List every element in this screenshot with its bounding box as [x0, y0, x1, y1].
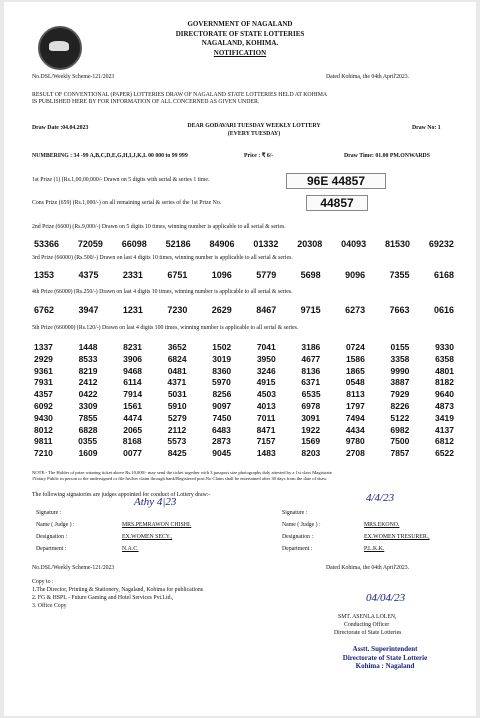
- stamp-line1: Asstt. Superintendent: [352, 645, 418, 653]
- prize5-number: 5573: [167, 436, 187, 447]
- prize5-number: 8012: [34, 424, 53, 435]
- prize5-number: 8226: [390, 401, 410, 411]
- officer-name: SMT. ASENLA LOLEN,: [338, 614, 397, 620]
- prize5-number: 6982: [390, 424, 410, 435]
- footer-dated: Dated Kohima, the 04th April'2023.: [326, 565, 410, 571]
- stamp-line3: Kohima : Nagaland: [355, 662, 415, 670]
- notification-page: [4, 2, 476, 716]
- prize5-number: 4013: [256, 401, 276, 411]
- prize2-number: 69232: [428, 239, 454, 249]
- prize3-number: 6168: [433, 270, 454, 280]
- prize5-number: 8231: [123, 342, 143, 352]
- prize5-number: 5910: [167, 401, 187, 411]
- prize5-number: 0155: [390, 342, 410, 352]
- prize3-number: 4375: [78, 270, 99, 280]
- judge1-department: N.A.C.: [122, 546, 139, 552]
- copy-item-3: 3. Office Copy: [32, 603, 67, 609]
- prize5-number: 3419: [435, 412, 454, 423]
- prize5-text: 5th Prize (660000) (Rs.120/-) Drawn on last 4 digits 100 times, winning number is applicable to all serial & series.: [32, 325, 299, 331]
- prize5-number: 5279: [167, 412, 187, 423]
- prize5-number: 6114: [123, 377, 142, 388]
- prize5-number: 3309: [78, 401, 98, 411]
- cons-prize-number: 44857: [306, 195, 368, 211]
- prize1-text: 1st Prize (1) (Rs.1,00,00,000/- Drawn on 5 digits with serial & series 1 time.: [32, 177, 210, 183]
- copy-item-2: 2. FG & HSPL - Future Gaming and Hotel Services Pvt.Ltd.,: [32, 595, 174, 601]
- draw-time: Draw Time: 01.00 PM.ONWARDS: [344, 153, 430, 159]
- prize5-number: 9780: [345, 436, 365, 447]
- prize1-number: 96E 44857: [286, 173, 386, 189]
- prize5-number: 1865: [345, 365, 365, 376]
- result-text-1: RESULT OF CONVENTIONAL (PAPER) LOTTERIES DRAW OF NAGALAND STATE LOTTERIES HELD AT KOHIMA: [32, 92, 328, 98]
- prize5-number: 6535: [301, 389, 321, 400]
- lottery-subtitle: (EVERY TUESDAY): [227, 131, 281, 137]
- prize5-number: 5970: [211, 377, 231, 388]
- numbering: NUMBERING : 34 -99 A,B,C,D,E,G,H,I,J,K,L 00 000 to 99 999: [32, 153, 188, 159]
- judge2-designation: EX.WOMEN TRESURER.,: [364, 534, 430, 540]
- prize4-number: 2629: [211, 305, 232, 315]
- prize5-number: 4873: [435, 401, 454, 411]
- prize5-number: 4434: [345, 424, 365, 435]
- reference-number: No.DSL/Weekly Scheme-121/2023: [32, 74, 115, 80]
- prize2-number: 52186: [165, 239, 191, 249]
- prize5-row: [34, 377, 454, 387]
- prize5-number: 8219: [78, 365, 98, 376]
- prize5-number: 6812: [435, 436, 454, 447]
- prize5-row: [34, 413, 454, 423]
- prize5-number: 8471: [256, 424, 276, 435]
- prize5-number: 1609: [78, 448, 98, 459]
- prize5-row: [34, 366, 454, 376]
- prize5-number: 3652: [167, 342, 187, 352]
- judge1-signature-icon: Athy 4|23: [134, 496, 177, 508]
- note-line1: NOTE:- The Holder of prize winning ticket above Rs.10,000/- may send the ticket together with 3 passport size photographs duly attested by a 1st class Magistrate: [32, 470, 332, 475]
- prize5-row: [34, 436, 454, 446]
- prize5-number: 1561: [123, 401, 143, 411]
- prize5-number: 0724: [345, 342, 365, 352]
- prize5-number: 7157: [256, 436, 276, 447]
- prize5-number: 1797: [345, 401, 365, 411]
- prize5-number: 2708: [345, 448, 365, 459]
- prize5-number: 8136: [301, 365, 321, 376]
- prize5-number: 1922: [301, 424, 321, 435]
- prize5-number: 4474: [123, 412, 143, 423]
- prize5-number: 7041: [256, 342, 276, 352]
- prize5-number: 4137: [435, 424, 454, 435]
- prize4-number: 7663: [389, 305, 410, 315]
- prize5-number: 3950: [256, 353, 276, 364]
- prize5-number: 3019: [212, 353, 232, 364]
- prize5-number: 4677: [301, 353, 321, 364]
- prize5-number: 1586: [345, 353, 365, 364]
- prize2-number: 20308: [297, 239, 323, 249]
- prize4-numbers: [34, 305, 454, 315]
- dated: Dated Kohima, the 04th April'2023.: [326, 74, 410, 80]
- prize5-number: 1569: [301, 436, 321, 447]
- prize5-number: 7500: [390, 436, 410, 447]
- prize5-number: 3906: [123, 353, 143, 364]
- prize2-number: 72059: [77, 239, 103, 249]
- prize5-number: 6978: [301, 401, 321, 411]
- prize4-number: 8467: [256, 305, 277, 315]
- prize5-number: 4357: [34, 389, 53, 400]
- prize2-number: 66098: [121, 239, 147, 249]
- prize3-number: 9096: [345, 270, 366, 280]
- judge2-department: P.L.K.K.: [364, 546, 385, 552]
- prize3-number: 1353: [34, 270, 55, 280]
- prize3-numbers: [34, 270, 454, 280]
- prize2-text: 2nd Prize (6600) (Rs.9,000/-) Drawn on 5 digits 10 times, winning number is applicable to all serial & series.: [32, 224, 286, 230]
- footer-reference: No.DSL/Weekly Scheme-121/2023: [32, 565, 115, 571]
- prize5-number: 5031: [167, 389, 187, 400]
- prize3-number: 5698: [300, 270, 321, 280]
- prize5-number: 8256: [212, 389, 232, 400]
- prize5-number: 3246: [256, 365, 276, 376]
- prize5-number: 6483: [211, 424, 231, 435]
- prize4-number: 3947: [78, 305, 99, 315]
- prize2-number: 53366: [34, 239, 60, 249]
- prize5-number: 0422: [78, 389, 98, 400]
- prize4-number: 7230: [167, 305, 188, 315]
- judge1-signature-label: Signature :: [36, 510, 62, 516]
- prize3-number: 6751: [167, 270, 188, 280]
- judge2-signature-label: Signature :: [282, 510, 308, 516]
- header: [4, 20, 476, 58]
- prize5-number: 9468: [123, 365, 143, 376]
- prize2-number: 04093: [341, 239, 367, 249]
- prize5-number: 0077: [123, 448, 143, 459]
- prize5-number: 1502: [212, 342, 232, 352]
- prize5-number: 7931: [34, 377, 53, 388]
- result-text-2: IS PUBLISHED HERE BY FOR INFORMATION OF ALL CONCERNED AS GIVEN UNDER.: [32, 99, 260, 105]
- prize5-number: 7450: [212, 412, 232, 423]
- prize5-number: 3887: [390, 377, 410, 388]
- judge2-department-label: Department :: [282, 546, 313, 552]
- judge1-name-label: Name ( Judge ) :: [36, 522, 75, 528]
- prize3-number: 2331: [122, 270, 143, 280]
- prize5-number: 7011: [257, 412, 276, 423]
- prize5-number: 9640: [435, 389, 454, 400]
- prize4-number: 1231: [122, 305, 143, 315]
- header-line2: DIRECTORATE OF STATE LOTTERIES: [175, 29, 305, 38]
- prize5-number: 7210: [34, 448, 53, 459]
- prize5-number: 7914: [123, 389, 143, 400]
- prize5-number: 0355: [78, 436, 98, 447]
- prize5-number: 1448: [78, 342, 98, 352]
- prize5-number: 4801: [435, 365, 454, 376]
- prize5-number: 9330: [435, 342, 454, 352]
- judge1-designation: EX.WOMEN SECY.,: [122, 534, 173, 540]
- officer-department: Directorate of State Lotteries: [334, 630, 402, 636]
- prize5-number: 8533: [78, 353, 98, 364]
- prize5-number: 9430: [34, 412, 53, 423]
- prize2-number: 81530: [385, 239, 411, 249]
- prize5-number: 8425: [167, 448, 187, 459]
- prize5-number: 8168: [122, 436, 142, 447]
- judge1-designation-label: Designation :: [36, 534, 68, 540]
- prize2-numbers: [34, 239, 454, 249]
- prize5-number: 8182: [435, 377, 454, 388]
- prize5-number: 7855: [78, 412, 98, 423]
- judge2-signature-icon: 4/4/23: [366, 492, 395, 504]
- prize5-number: 6092: [34, 401, 53, 411]
- lottery-name: DEAR GODAVARI TUESDAY WEEKLY LOTTERY: [187, 123, 321, 129]
- prize5-number: 0548: [345, 377, 365, 388]
- prize5-number: 8203: [301, 448, 321, 459]
- prize5-number: 3358: [390, 353, 410, 364]
- prize5-number: 6371: [301, 377, 321, 388]
- judges-intro: The following signatories are judges appointed for conduct of Lottery draw:-: [32, 492, 211, 498]
- prize4-text: 4th Prize (66000) (Rs.250/-) Drawn on last 4 digits 10 times, winning number is applicable to all serial & series.: [32, 289, 293, 295]
- prize5-number: 7494: [345, 412, 365, 423]
- officer-signature-icon: 04/04/23: [366, 592, 406, 604]
- header-line1: GOVERNMENT OF NAGALAND: [187, 20, 293, 28]
- prize5-number: 9361: [34, 365, 53, 376]
- prize2-number: 01332: [253, 239, 279, 249]
- prize5-number: 8113: [346, 389, 365, 400]
- officer-role: Conducting Officer: [344, 622, 390, 628]
- prize5-number: 3091: [301, 412, 321, 423]
- header-line3: NAGALAND, KOHIMA.: [201, 39, 279, 47]
- price: Price : ₹ 6/-: [244, 153, 274, 159]
- copy-item-1: 1.The Director, Printing & Stationery, Nagaland, Kohima for publications: [32, 587, 204, 593]
- prize5-number: 6358: [435, 353, 454, 364]
- official-stamp: [310, 645, 460, 671]
- prize4-number: 6273: [345, 305, 366, 315]
- judge2-designation-label: Designation :: [282, 534, 314, 540]
- prize3-number: 5779: [256, 270, 277, 280]
- draw-date: Draw Date :04.04.2023: [32, 125, 89, 131]
- header-line4: NOTIFICATION: [213, 48, 267, 57]
- prize5-number: 1337: [34, 342, 53, 352]
- judge1-name: MRS.PEMRAWON CHISHI.: [122, 522, 192, 528]
- prize5-row: [34, 342, 454, 352]
- prize5-number: 2065: [123, 424, 143, 435]
- prize5-row: [34, 448, 454, 458]
- prize5-number: 6522: [435, 448, 454, 459]
- stamp-line2: Directorate of State Lotterie: [342, 653, 428, 662]
- prize5-number: 9097: [212, 401, 232, 411]
- prize4-number: 0616: [433, 305, 454, 315]
- prize5-number: 0481: [167, 365, 187, 376]
- prize5-number: 2929: [34, 353, 53, 364]
- prize2-number: 84906: [209, 239, 235, 249]
- prize4-number: 9715: [300, 305, 321, 315]
- prize5-number: 3186: [301, 342, 321, 352]
- prize5-number: 4371: [167, 377, 187, 388]
- prize5-number: 6824: [167, 353, 187, 364]
- prize5-number: 6828: [78, 424, 98, 435]
- draw-number: Draw No: 1: [412, 125, 441, 131]
- prize5-number: 2112: [167, 424, 187, 435]
- judge1-department-label: Department :: [36, 546, 67, 552]
- prize5-number: 9990: [390, 365, 410, 376]
- prize4-number: 6762: [34, 305, 55, 315]
- prize5-row: [34, 401, 454, 411]
- prize5-number: 9811: [34, 436, 53, 447]
- copy-to: Copy to :: [32, 579, 54, 585]
- prize5-number: 1483: [256, 448, 276, 459]
- prize5-row: [34, 389, 454, 399]
- prize3-text: 3rd Prize (66000) (Rs.500/-) Drawn on last 4 digits 10 times, winning number is applicable to all serial & series.: [32, 255, 293, 261]
- prize5-row: [34, 425, 454, 435]
- prize5-number: 7857: [390, 448, 410, 459]
- prize5-number: 2873: [211, 436, 231, 447]
- prize5-number: 8360: [212, 365, 232, 376]
- prize5-number: 2412: [78, 377, 98, 388]
- cons-prize-text: Cons Prize (659) (Rs.1,000/-) on all remaining serial & series of the 1st Prize No.: [32, 200, 222, 206]
- prize5-number: 9045: [212, 448, 232, 459]
- note-line2: /Notary Public in person to the undersigned or file his/her claim through bank/Registered post.No Claim shall be entertained after 30 days from the date of draw.: [32, 476, 328, 481]
- judge2-name-label: Name ( Judge ) :: [282, 522, 321, 528]
- prize3-number: 7355: [389, 270, 410, 280]
- prize5-number: 4915: [256, 377, 276, 388]
- prize5-row: [34, 354, 454, 364]
- prize5-number: 7929: [390, 389, 410, 400]
- prize5-number: 5122: [390, 412, 410, 423]
- prize5-number: 4503: [257, 389, 276, 400]
- judge2-name: MRS.EKONO.: [364, 522, 400, 528]
- prize3-number: 1096: [211, 270, 232, 280]
